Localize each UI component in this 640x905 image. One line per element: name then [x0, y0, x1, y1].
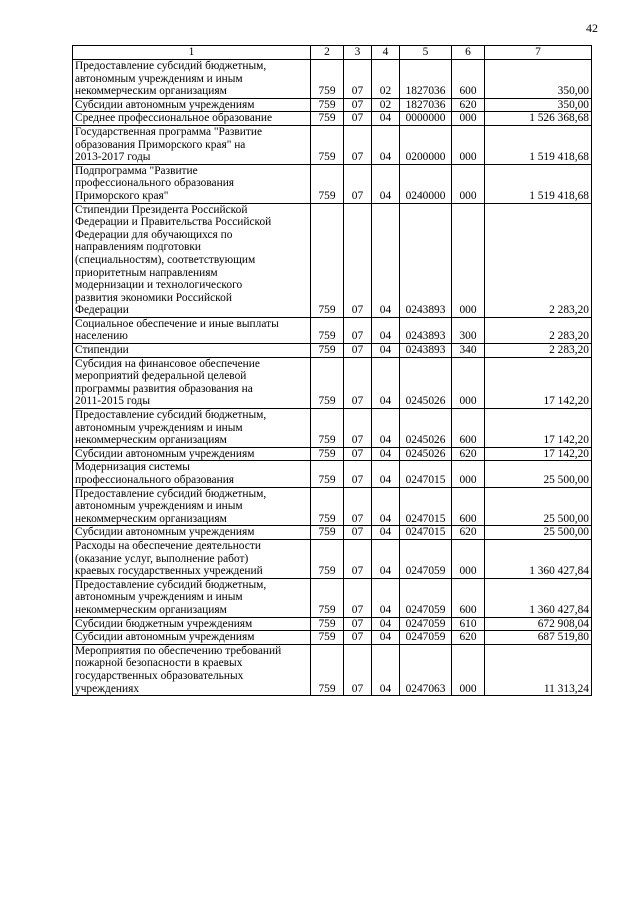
amount: 1 519 418,68: [485, 125, 592, 164]
ministry-code: 759: [311, 344, 344, 358]
ministry-code: 759: [311, 60, 344, 99]
ministry-code: 759: [311, 203, 344, 317]
subsection-code: 04: [372, 461, 400, 487]
section-code: 07: [344, 344, 372, 358]
expense-type-code: 000: [452, 203, 485, 317]
table-row: [73, 631, 592, 645]
target-item-code: 1827036: [400, 98, 452, 112]
table-row: [73, 539, 592, 578]
amount: 350,00: [485, 60, 592, 99]
expense-type-code: 300: [452, 317, 485, 343]
target-item-code: 0200000: [400, 125, 452, 164]
subsection-code: 02: [372, 60, 400, 99]
subsection-code: 04: [372, 112, 400, 126]
table-row: [73, 578, 592, 617]
target-item-code: 0245026: [400, 447, 452, 461]
subsection-code: 04: [372, 447, 400, 461]
table-row: [73, 60, 592, 99]
ministry-code: 759: [311, 578, 344, 617]
ministry-code: 759: [311, 617, 344, 631]
row-name: Расходы на обеспечение деятельности (оказание услуг, выполнение работ) краевых государственных учреждений: [73, 539, 311, 578]
table-header-row: [73, 46, 592, 60]
subsection-code: 04: [372, 164, 400, 203]
ministry-code: 759: [311, 447, 344, 461]
section-code: 07: [344, 461, 372, 487]
amount: 1 360 427,84: [485, 578, 592, 617]
section-code: 07: [344, 409, 372, 448]
section-code: 07: [344, 98, 372, 112]
expense-type-code: 610: [452, 617, 485, 631]
subsection-code: 04: [372, 617, 400, 631]
section-code: 07: [344, 317, 372, 343]
ministry-code: 759: [311, 461, 344, 487]
expense-type-code: 000: [452, 357, 485, 408]
expense-type-code: 600: [452, 60, 485, 99]
table-row: [73, 461, 592, 487]
row-name: Стипендии Президента Российской Федерации и Правительства Российской Федерации для обучающихся по направлениям подготовки (специальностям), соответствующим приоритетным направлениям модернизации и технологического развития экономики Российской Федерации: [73, 203, 311, 317]
target-item-code: 0240000: [400, 164, 452, 203]
expense-type-code: 000: [452, 125, 485, 164]
target-item-code: 0247063: [400, 644, 452, 695]
section-code: 07: [344, 539, 372, 578]
ministry-code: 759: [311, 357, 344, 408]
target-item-code: 0247015: [400, 487, 452, 526]
section-code: 07: [344, 617, 372, 631]
ministry-code: 759: [311, 98, 344, 112]
amount: 11 313,24: [485, 644, 592, 695]
row-name: Субсидии автономным учреждениям: [73, 631, 311, 645]
section-code: 07: [344, 125, 372, 164]
table-row: [73, 487, 592, 526]
section-code: 07: [344, 487, 372, 526]
section-code: 07: [344, 203, 372, 317]
table-row: [73, 317, 592, 343]
expense-type-code: 620: [452, 447, 485, 461]
subsection-code: 04: [372, 409, 400, 448]
amount: 17 142,20: [485, 409, 592, 448]
amount: 2 283,20: [485, 344, 592, 358]
row-name: Предоставление субсидий бюджетным, автономным учреждениям и иным некоммерческим организациям: [73, 409, 311, 448]
row-name: Субсидии автономным учреждениям: [73, 526, 311, 540]
ministry-code: 759: [311, 487, 344, 526]
amount: 1 526 368,68: [485, 112, 592, 126]
column-header: 7: [485, 46, 592, 60]
row-name: Среднее профессиональное образование: [73, 112, 311, 126]
subsection-code: 04: [372, 344, 400, 358]
table-row: [73, 357, 592, 408]
table-row: [73, 447, 592, 461]
table-row: [73, 409, 592, 448]
amount: 25 500,00: [485, 461, 592, 487]
section-code: 07: [344, 526, 372, 540]
ministry-code: 759: [311, 125, 344, 164]
table-row: [73, 125, 592, 164]
row-name: Подпрограмма "Развитие профессионального образования Приморского края": [73, 164, 311, 203]
amount: 672 908,04: [485, 617, 592, 631]
column-header: 4: [372, 46, 400, 60]
expense-type-code: 600: [452, 578, 485, 617]
table-row: [73, 344, 592, 358]
subsection-code: 04: [372, 644, 400, 695]
row-name: Предоставление субсидий бюджетным, автономным учреждениям и иным некоммерческим организациям: [73, 60, 311, 99]
table-row: [73, 164, 592, 203]
row-name: Предоставление субсидий бюджетным, автономным учреждениям и иным некоммерческим организациям: [73, 487, 311, 526]
ministry-code: 759: [311, 112, 344, 126]
amount: 25 500,00: [485, 526, 592, 540]
expense-type-code: 000: [452, 112, 485, 126]
ministry-code: 759: [311, 526, 344, 540]
target-item-code: 0247059: [400, 617, 452, 631]
row-name: Социальное обеспечение и иные выплаты населению: [73, 317, 311, 343]
expense-type-code: 600: [452, 487, 485, 526]
target-item-code: 0243893: [400, 344, 452, 358]
section-code: 07: [344, 112, 372, 126]
ministry-code: 759: [311, 409, 344, 448]
target-item-code: 0247059: [400, 578, 452, 617]
target-item-code: 0000000: [400, 112, 452, 126]
amount: 1 360 427,84: [485, 539, 592, 578]
table-row: [73, 617, 592, 631]
expense-type-code: 000: [452, 164, 485, 203]
row-name: Предоставление субсидий бюджетным, автономным учреждениям и иным некоммерческим организациям: [73, 578, 311, 617]
ministry-code: 759: [311, 164, 344, 203]
amount: 350,00: [485, 98, 592, 112]
ministry-code: 759: [311, 317, 344, 343]
section-code: 07: [344, 631, 372, 645]
table-row: [73, 112, 592, 126]
page-number: 42: [586, 21, 598, 35]
target-item-code: 0243893: [400, 317, 452, 343]
section-code: 07: [344, 644, 372, 695]
column-header: 2: [311, 46, 344, 60]
section-code: 07: [344, 164, 372, 203]
target-item-code: 0247059: [400, 631, 452, 645]
subsection-code: 04: [372, 317, 400, 343]
budget-table: [72, 45, 592, 696]
column-header: 6: [452, 46, 485, 60]
expense-type-code: 620: [452, 98, 485, 112]
expense-type-code: 000: [452, 539, 485, 578]
amount: 25 500,00: [485, 487, 592, 526]
amount: 2 283,20: [485, 317, 592, 343]
subsection-code: 04: [372, 631, 400, 645]
column-header: 5: [400, 46, 452, 60]
subsection-code: 04: [372, 203, 400, 317]
target-item-code: 0243893: [400, 203, 452, 317]
amount: 687 519,80: [485, 631, 592, 645]
target-item-code: 0247015: [400, 526, 452, 540]
column-header: 3: [344, 46, 372, 60]
expense-type-code: 620: [452, 631, 485, 645]
section-code: 07: [344, 357, 372, 408]
target-item-code: 1827036: [400, 60, 452, 99]
ministry-code: 759: [311, 539, 344, 578]
expense-type-code: 340: [452, 344, 485, 358]
subsection-code: 04: [372, 487, 400, 526]
subsection-code: 04: [372, 125, 400, 164]
ministry-code: 759: [311, 631, 344, 645]
subsection-code: 04: [372, 526, 400, 540]
row-name: Субсидия на финансовое обеспечение мероприятий федеральной целевой программы развития образования на 2011-2015 годы: [73, 357, 311, 408]
ministry-code: 759: [311, 644, 344, 695]
amount: 17 142,20: [485, 357, 592, 408]
target-item-code: 0245026: [400, 357, 452, 408]
subsection-code: 04: [372, 357, 400, 408]
subsection-code: 04: [372, 578, 400, 617]
amount: 2 283,20: [485, 203, 592, 317]
expense-type-code: 600: [452, 409, 485, 448]
row-name: Стипендии: [73, 344, 311, 358]
target-item-code: 0245026: [400, 409, 452, 448]
table-row: [73, 526, 592, 540]
table-row: [73, 98, 592, 112]
subsection-code: 04: [372, 539, 400, 578]
target-item-code: 0247059: [400, 539, 452, 578]
expense-type-code: 620: [452, 526, 485, 540]
row-name: Субсидии автономным учреждениям: [73, 98, 311, 112]
row-name: Субсидии автономным учреждениям: [73, 447, 311, 461]
expense-type-code: 000: [452, 644, 485, 695]
amount: 17 142,20: [485, 447, 592, 461]
row-name: Государственная программа "Развитие образования Приморского края" на 2013-2017 годы: [73, 125, 311, 164]
table-row: [73, 203, 592, 317]
row-name: Субсидии бюджетным учреждениям: [73, 617, 311, 631]
row-name: Модернизация системы профессионального образования: [73, 461, 311, 487]
expense-type-code: 000: [452, 461, 485, 487]
row-name: Мероприятия по обеспечению требований пожарной безопасности в краевых государственных образовательных учреждениях: [73, 644, 311, 695]
subsection-code: 02: [372, 98, 400, 112]
section-code: 07: [344, 60, 372, 99]
amount: 1 519 418,68: [485, 164, 592, 203]
table-row: [73, 644, 592, 695]
section-code: 07: [344, 447, 372, 461]
section-code: 07: [344, 578, 372, 617]
column-header: 1: [73, 46, 311, 60]
target-item-code: 0247015: [400, 461, 452, 487]
